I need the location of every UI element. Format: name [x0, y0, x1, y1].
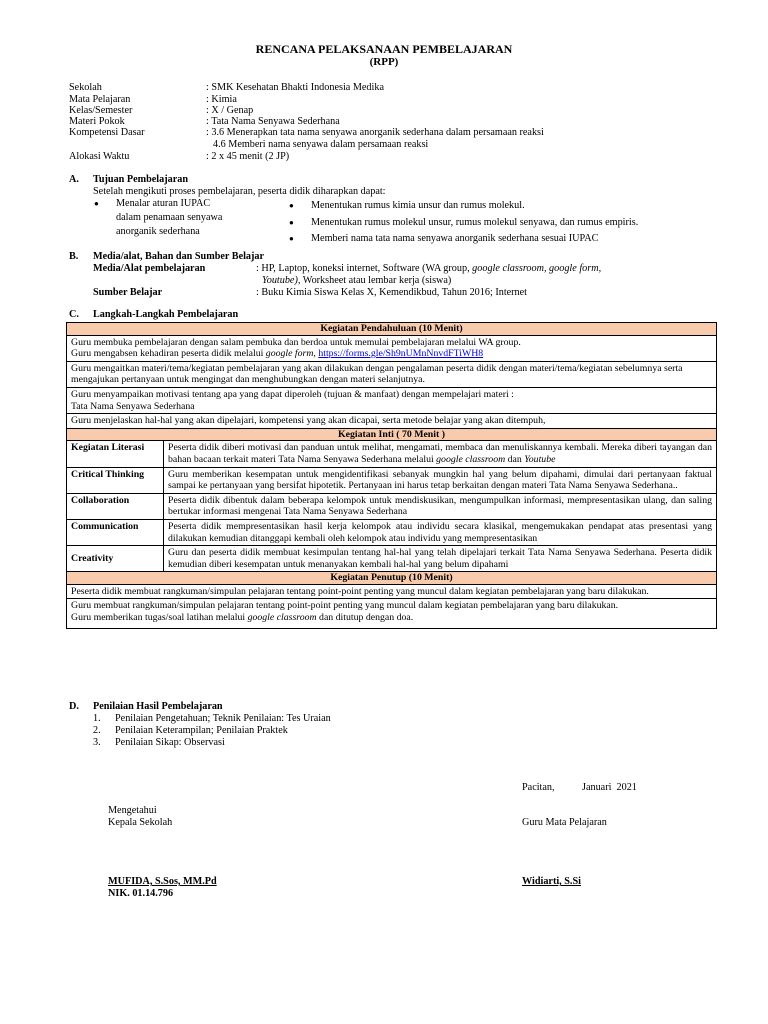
- identity-value: : Kimia: [206, 94, 237, 105]
- bullet-icon: ●: [289, 234, 294, 243]
- left-bullet-line: Menalar aturan IUPAC: [116, 198, 211, 209]
- teacher-name: Widiarti, S.Si: [522, 876, 581, 887]
- media-value-cont: Youtube), Worksheet atau lembar kerja (siswa): [262, 275, 452, 286]
- pendahuluan-row: Guru mengaitkan materi/tema/kegiatan pembelajaran yang akan dilakukan dengan pengalaman peserta didik dengan materi/tema/kegiatan sebelumnya serta mengajukan pertanyaan untuk mengingat dan menghubungkan dengan materi selanjutnya.: [67, 361, 717, 387]
- identity-label: Kelas/Semester: [69, 105, 133, 116]
- principal-name: MUFIDA, S.Sos, MM.Pd: [108, 876, 217, 887]
- section-b-letter: B.: [69, 251, 79, 262]
- signature-right-line: Guru Mata Pelajaran: [522, 817, 607, 828]
- section-a-intro: Setelah mengikuti proses pembelajaran, peserta didik diharapkan dapat:: [93, 186, 386, 197]
- identity-label: Kompetensi Dasar: [69, 127, 145, 138]
- principal-nik: NIK. 01.14.796: [108, 888, 174, 899]
- pendahuluan-row: Guru menjelaskan hal-hal yang akan dipelajari, kompetensi yang akan dicapai, serta metode belajar yang akan ditempuh,: [67, 414, 717, 429]
- identity-value: : Tata Nama Senyawa Sederhana: [206, 116, 340, 127]
- media-value: : HP, Laptop, koneksi internet, Software (WA group, google classroom, google form,: [256, 263, 602, 274]
- assessment-item: Penilaian Sikap: Observasi: [115, 737, 225, 748]
- penutup-row: Peserta didik membuat rangkuman/simpulan pelajaran tentang point-point penting yang muncul dalam kegiatan pembelajaran yang baru dilakukan.: [67, 584, 717, 599]
- identity-label: Mata Pelajaran: [69, 94, 131, 105]
- bullet-icon: ●: [94, 199, 99, 208]
- penutup-header: Kegiatan Penutup (10 Menit): [67, 572, 717, 585]
- skill-label: Critical Thinking: [67, 467, 164, 493]
- signature-left-line2: Kepala Sekolah: [108, 817, 173, 828]
- signature-place: Pacitan,: [522, 782, 555, 793]
- identity-value: : X / Genap: [206, 105, 254, 116]
- pendahuluan-header: Kegiatan Pendahuluan (10 Menit): [67, 323, 717, 336]
- penutup-row: Guru membuat rangkuman/simpulan pelajaran tentang point-point penting yang muncul dalam kegiatan pembelajaran yang baru dilakukan. Guru memberikan tugas/soal latihan melalui google classroom dan ditutup dengan doa.: [67, 599, 717, 628]
- skill-desc: Guru memberikan kesempatan untuk mengidentifikasi sebanyak mungkin hal yang belum dipahami, dimulai dari pertanyaan faktual sampai ke pertanyaan yang bersifat hipotetik. Pertanyaan ini harus tetap berkaitan dengan materi Tata Nama Senyawa Sederhana..: [164, 467, 717, 493]
- left-bullet-line: anorganik sederhana: [116, 226, 200, 237]
- section-c-heading: Langkah-Langkah Pembelajaran: [93, 309, 239, 320]
- assessment-num: 1.: [93, 713, 101, 724]
- pendahuluan-row: Guru menyampaikan motivasi tentang apa yang dapat diperoleh (tujuan & manfaat) dengan mempelajari materi : Tata Nama Senyawa Sederhana: [67, 387, 717, 413]
- skill-label: Kegiatan Literasi: [67, 441, 164, 467]
- assessment-num: 3.: [93, 737, 101, 748]
- left-bullet-line: dalam penamaan senyawa: [116, 212, 223, 223]
- skill-desc: Peserta didik dibentuk dalam beberapa kelompok untuk mendiskusikan, mengumpulkan informasi, mempresentasikan ulang, dan saling bertukar informasi mengenai Tata Nama Senyawa Sederhana: [164, 493, 717, 519]
- identity-label: Materi Pokok: [69, 116, 125, 127]
- skill-desc: Peserta didik diberi motivasi dan panduan untuk melihat, mengamati, membaca dan menuliskannya kembali. Mereka diberi tayangan dan bahan bacaan terkait materi Tata Nama Senyawa Sederhana melalui google classroom dan Youtube: [164, 441, 717, 467]
- identity-label: Sekolah: [69, 82, 102, 93]
- skill-desc: Guru dan peserta didik membuat kesimpulan tentang hal-hal yang telah dipelajari terkait Tata Nama Senyawa Sederhana. Peserta didik kemudian diberi kesempatan untuk menanyakan kembali hal-hal yang belum dipahami: [164, 546, 717, 572]
- bullet-icon: ●: [289, 218, 294, 227]
- sumber-label: Sumber Belajar: [93, 287, 163, 298]
- section-a-heading: Tujuan Pembelajaran: [93, 174, 188, 185]
- inti-header: Kegiatan Inti ( 70 Menit ): [67, 428, 717, 441]
- right-bullet: Memberi nama tata nama senyawa anorganik sederhana sesuai IUPAC: [311, 233, 599, 244]
- identity-value: : SMK Kesehatan Bhakti Indonesia Medika: [206, 82, 384, 93]
- identity-value: : 2 x 45 menit (2 JP): [206, 151, 290, 162]
- section-a-letter: A.: [69, 174, 79, 185]
- skill-label: Communication: [67, 519, 164, 545]
- signature-left-line1: Mengetahui: [108, 805, 157, 816]
- skill-label: Creativity: [67, 546, 164, 572]
- pendahuluan-row: Guru membuka pembelajaran dengan salam pembuka dan berdoa untuk memulai pembelajaran melalui WA group. Guru mengabsen kehadiran peserta didik melalui google form, https://forms.gle/Sh9nUMnNnvdFTiWH8: [67, 335, 717, 361]
- identity-value: 4.6 Memberi nama senyawa dalam persamaan reaksi: [213, 139, 429, 150]
- right-bullet: Menentukan rumus molekul unsur, rumus molekul senyawa, dan rumus empiris.: [311, 217, 639, 228]
- assessment-item: Penilaian Keterampilan; Penilaian Praktek: [115, 725, 288, 736]
- media-label: Media/Alat pembelajaran: [93, 263, 206, 274]
- sumber-value: : Buku Kimia Siswa Kelas X, Kemendikbud, Tahun 2016; Internet: [256, 287, 528, 298]
- google-form-link[interactable]: https://forms.gle/Sh9nUMnNnvdFTiWH8: [318, 348, 484, 360]
- assessment-num: 2.: [93, 725, 101, 736]
- identity-value: : 3.6 Menerapkan tata nama senyawa anorganik sederhana dalam persamaan reaksi: [206, 127, 544, 138]
- bullet-icon: ●: [289, 201, 294, 210]
- skill-desc: Peserta didik mempresentasikan hasil kerja kelompok atau individu secara klasikal, mengemukakan pendapat atas presentasi yang dilakukan kemudian ditanggapi kembali oleh kelompok atau individu yang mempresentasikan: [164, 519, 717, 545]
- section-d-heading: Penilaian Hasil Pembelajaran: [93, 701, 223, 712]
- section-b-heading: Media/alat, Bahan dan Sumber Belajar: [93, 251, 265, 262]
- document-title: RENCANA PELAKSANAAN PEMBELAJARAN: [255, 42, 513, 56]
- document-subtitle: (RPP): [369, 56, 399, 68]
- section-d-letter: D.: [69, 701, 79, 712]
- right-bullet: Menentukan rumus kimia unsur dan rumus molekul.: [311, 200, 525, 211]
- skill-label: Collaboration: [67, 493, 164, 519]
- identity-label: Alokasi Waktu: [69, 151, 130, 162]
- assessment-item: Penilaian Pengetahuan; Teknik Penilaian: Tes Uraian: [115, 713, 331, 724]
- signature-date: Januari 2021: [582, 782, 637, 793]
- section-c-letter: C.: [69, 309, 79, 320]
- learning-steps-table: [66, 322, 717, 629]
